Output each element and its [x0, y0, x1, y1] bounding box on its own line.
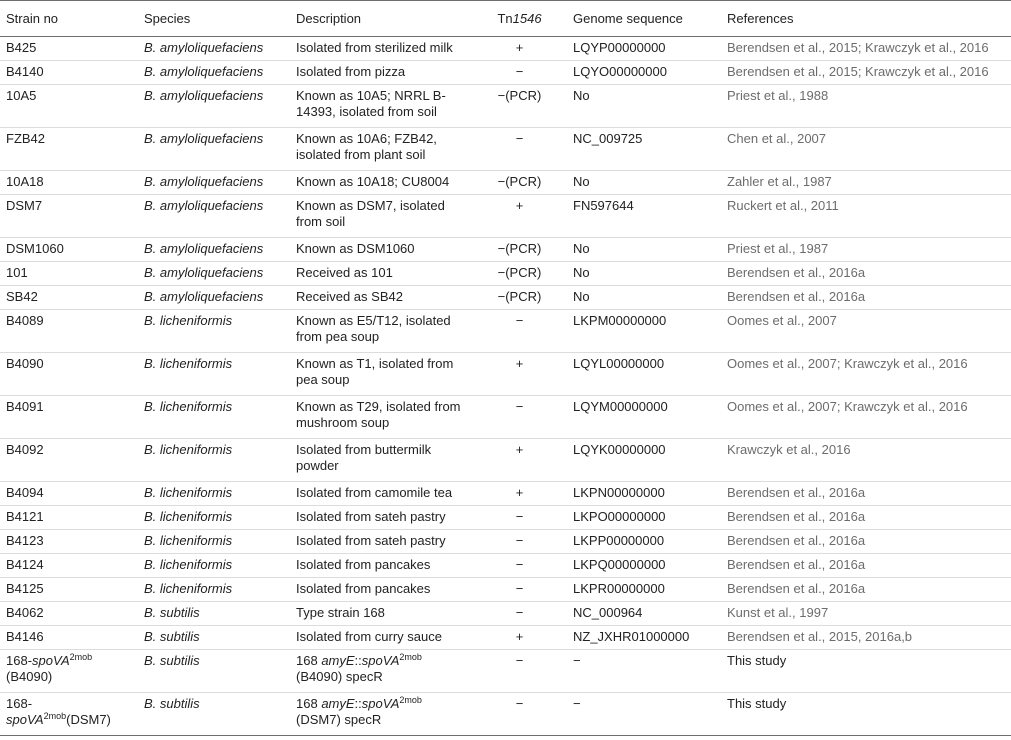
cell-tn1546: −: [472, 578, 567, 602]
cell-description: Known as T29, isolated from mushroom soup: [290, 396, 472, 439]
table-row: [0, 85, 1011, 128]
cell-description: Isolated from pancakes: [290, 554, 472, 578]
cell-species: B. licheniformis: [138, 506, 290, 530]
table-row: [0, 171, 1011, 195]
table-row: [0, 693, 1011, 736]
table-row: [0, 602, 1011, 626]
cell-tn1546: +: [472, 195, 567, 238]
cell-species: B. licheniformis: [138, 439, 290, 482]
cell-tn1546: −: [472, 61, 567, 85]
cell-species: B. amyloliquefaciens: [138, 37, 290, 61]
header-tn1546: [472, 1, 567, 37]
cell-genome: LQYO00000000: [567, 61, 721, 85]
cell-tn1546: −: [472, 128, 567, 171]
cell-tn1546: −(PCR): [472, 262, 567, 286]
cell-species: B. licheniformis: [138, 578, 290, 602]
cell-genome: −: [567, 693, 721, 736]
cell-references: Oomes et al., 2007: [721, 310, 1011, 353]
cell-genome: LKPR00000000: [567, 578, 721, 602]
cell-genome: LQYK00000000: [567, 439, 721, 482]
cell-references: Berendsen et al., 2016a: [721, 530, 1011, 554]
cell-description: Isolated from camomile tea: [290, 482, 472, 506]
cell-strain: 168- spoVA$^{2mob}$(DSM7): [0, 693, 138, 736]
table-row: [0, 482, 1011, 506]
cell-description: Isolated from sateh pastry: [290, 530, 472, 554]
cell-species: B. licheniformis: [138, 530, 290, 554]
cell-strain: B4094: [0, 482, 138, 506]
cell-strain: B4089: [0, 310, 138, 353]
cell-strain: B4091: [0, 396, 138, 439]
cell-references: Priest et al., 1988: [721, 85, 1011, 128]
cell-strain: B4123: [0, 530, 138, 554]
cell-strain: B4121: [0, 506, 138, 530]
cell-species: B. licheniformis: [138, 482, 290, 506]
cell-tn1546: −: [472, 554, 567, 578]
cell-description: Isolated from buttermilk powder: [290, 439, 472, 482]
cell-genome: NC_000964: [567, 602, 721, 626]
cell-strain: B425: [0, 37, 138, 61]
cell-genome: NC_009725: [567, 128, 721, 171]
cell-strain: DSM1060: [0, 238, 138, 262]
cell-tn1546: −(PCR): [472, 238, 567, 262]
cell-tn1546: −: [472, 602, 567, 626]
cell-references: This study: [721, 693, 1011, 736]
cell-description: Isolated from pizza: [290, 61, 472, 85]
cell-references: Ruckert et al., 2011: [721, 195, 1011, 238]
cell-species: B. amyloliquefaciens: [138, 262, 290, 286]
cell-species: B. subtilis: [138, 602, 290, 626]
cell-species: B. amyloliquefaciens: [138, 238, 290, 262]
cell-description: Received as SB42: [290, 286, 472, 310]
cell-description: Known as DSM7, isolated from soil: [290, 195, 472, 238]
header-references: References: [721, 1, 1011, 37]
cell-genome: No: [567, 171, 721, 195]
cell-species: B. subtilis: [138, 693, 290, 736]
cell-references: Berendsen et al., 2015; Krawczyk et al., 2016: [721, 61, 1011, 85]
cell-description: Isolated from sateh pastry: [290, 506, 472, 530]
cell-references: Berendsen et al., 2015; Krawczyk et al., 2016: [721, 37, 1011, 61]
cell-genome: LKPN00000000: [567, 482, 721, 506]
cell-strain: 10A18: [0, 171, 138, 195]
cell-references: Chen et al., 2007: [721, 128, 1011, 171]
cell-tn1546: −(PCR): [472, 286, 567, 310]
cell-references: Berendsen et al., 2016a: [721, 506, 1011, 530]
cell-species: B. licheniformis: [138, 310, 290, 353]
cell-species: B. licheniformis: [138, 396, 290, 439]
cell-species: B. licheniformis: [138, 554, 290, 578]
cell-description: Type strain 168: [290, 602, 472, 626]
cell-strain: DSM7: [0, 195, 138, 238]
cell-strain: 168-spoVA$^{2mob}$ (B4090): [0, 650, 138, 693]
cell-genome: LKPO00000000: [567, 506, 721, 530]
cell-tn1546: +: [472, 353, 567, 396]
cell-strain: 10A5: [0, 85, 138, 128]
cell-description: Received as 101: [290, 262, 472, 286]
table-row: [0, 554, 1011, 578]
table-row: [0, 626, 1011, 650]
cell-species: B. subtilis: [138, 650, 290, 693]
cell-references: Oomes et al., 2007; Krawczyk et al., 2016: [721, 353, 1011, 396]
cell-genome: FN597644: [567, 195, 721, 238]
cell-strain: 101: [0, 262, 138, 286]
cell-description: Isolated from curry sauce: [290, 626, 472, 650]
header-tn-prefix: Tn: [497, 11, 513, 26]
cell-references: This study: [721, 650, 1011, 693]
cell-tn1546: −(PCR): [472, 171, 567, 195]
header-row: [0, 1, 1011, 37]
cell-references: Krawczyk et al., 2016: [721, 439, 1011, 482]
cell-tn1546: +: [472, 482, 567, 506]
cell-references: Berendsen et al., 2016a: [721, 482, 1011, 506]
table-row: [0, 439, 1011, 482]
cell-genome: LQYM00000000: [567, 396, 721, 439]
cell-references: Kunst et al., 1997: [721, 602, 1011, 626]
table-row: [0, 578, 1011, 602]
cell-description: Known as E5/T12, isolated from pea soup: [290, 310, 472, 353]
cell-genome: LQYP00000000: [567, 37, 721, 61]
cell-tn1546: +: [472, 439, 567, 482]
cell-species: B. licheniformis: [138, 353, 290, 396]
cell-species: B. amyloliquefaciens: [138, 128, 290, 171]
cell-references: Berendsen et al., 2016a: [721, 262, 1011, 286]
cell-description: Known as 10A5; NRRL B-14393, isolated from soil: [290, 85, 472, 128]
cell-strain: B4140: [0, 61, 138, 85]
cell-description: 168 amyE::spoVA$^{2mob}$ (B4090) specR: [290, 650, 472, 693]
cell-description: Known as 10A6; FZB42, isolated from plant soil: [290, 128, 472, 171]
table-row: [0, 262, 1011, 286]
cell-genome: LKPQ00000000: [567, 554, 721, 578]
cell-references: Oomes et al., 2007; Krawczyk et al., 2016: [721, 396, 1011, 439]
table-row: [0, 396, 1011, 439]
cell-strain: FZB42: [0, 128, 138, 171]
cell-tn1546: −: [472, 650, 567, 693]
cell-references: Berendsen et al., 2016a: [721, 578, 1011, 602]
cell-strain: B4092: [0, 439, 138, 482]
cell-tn1546: +: [472, 626, 567, 650]
cell-description: Known as 10A18; CU8004: [290, 171, 472, 195]
cell-references: Zahler et al., 1987: [721, 171, 1011, 195]
table-row: [0, 506, 1011, 530]
cell-species: B. amyloliquefaciens: [138, 61, 290, 85]
cell-description: 168 amyE::spoVA$^{2mob}$ (DSM7) specR: [290, 693, 472, 736]
cell-genome: No: [567, 286, 721, 310]
cell-species: B. amyloliquefaciens: [138, 85, 290, 128]
cell-tn1546: −: [472, 530, 567, 554]
cell-tn1546: +: [472, 37, 567, 61]
table-body: [0, 37, 1011, 736]
header-description: Description: [290, 1, 472, 37]
table-row: [0, 238, 1011, 262]
header-tn-number: 1546: [512, 11, 542, 26]
table-row: [0, 128, 1011, 171]
cell-genome: NZ_JXHR01000000: [567, 626, 721, 650]
cell-tn1546: −: [472, 506, 567, 530]
cell-strain: B4125: [0, 578, 138, 602]
table-row: [0, 61, 1011, 85]
cell-genome: LQYL00000000: [567, 353, 721, 396]
cell-strain: B4124: [0, 554, 138, 578]
table-row: [0, 195, 1011, 238]
cell-species: B. amyloliquefaciens: [138, 195, 290, 238]
cell-genome: No: [567, 238, 721, 262]
header-species: Species: [138, 1, 290, 37]
table-row: [0, 37, 1011, 61]
table-row: [0, 286, 1011, 310]
cell-strain: B4146: [0, 626, 138, 650]
cell-references: Berendsen et al., 2016a: [721, 286, 1011, 310]
cell-species: B. amyloliquefaciens: [138, 286, 290, 310]
cell-species: B. subtilis: [138, 626, 290, 650]
cell-genome: −: [567, 650, 721, 693]
cell-genome: LKPP00000000: [567, 530, 721, 554]
cell-strain: B4090: [0, 353, 138, 396]
cell-tn1546: −: [472, 396, 567, 439]
cell-description: Isolated from pancakes: [290, 578, 472, 602]
cell-strain: B4062: [0, 602, 138, 626]
cell-genome: No: [567, 85, 721, 128]
cell-strain: SB42: [0, 286, 138, 310]
table-row: [0, 530, 1011, 554]
cell-description: Isolated from sterilized milk: [290, 37, 472, 61]
cell-genome: LKPM00000000: [567, 310, 721, 353]
header-strain: Strain no: [0, 1, 138, 37]
cell-tn1546: −: [472, 693, 567, 736]
cell-description: Known as DSM1060: [290, 238, 472, 262]
cell-references: Berendsen et al., 2016a: [721, 554, 1011, 578]
cell-references: Priest et al., 1987: [721, 238, 1011, 262]
cell-species: B. amyloliquefaciens: [138, 171, 290, 195]
cell-description: Known as T1, isolated from pea soup: [290, 353, 472, 396]
cell-genome: No: [567, 262, 721, 286]
cell-tn1546: −(PCR): [472, 85, 567, 128]
cell-tn1546: −: [472, 310, 567, 353]
header-genome: Genome sequence: [567, 1, 721, 37]
cell-references: Berendsen et al., 2015, 2016a,b: [721, 626, 1011, 650]
table-row: [0, 353, 1011, 396]
table-row: [0, 650, 1011, 693]
table-row: [0, 310, 1011, 353]
